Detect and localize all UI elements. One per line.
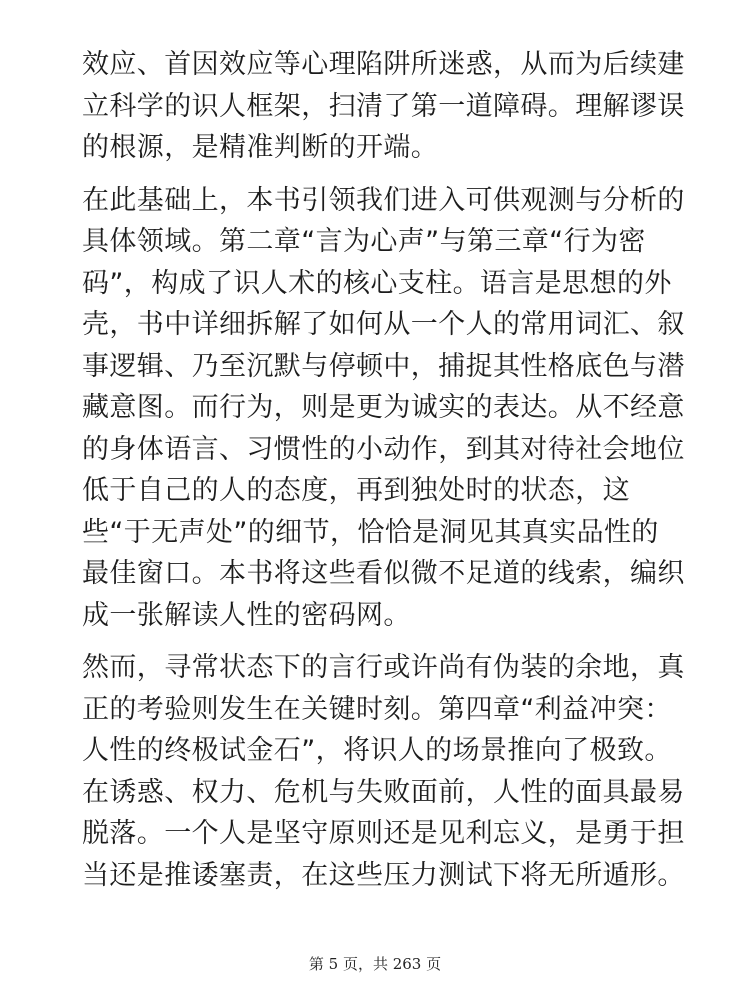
text-line: 低于自己的人的态度，再到独处时的状态，这 (82, 475, 630, 506)
text-line: 当还是推诿塞责，在这些压力测试下将无所遁形。 (82, 859, 685, 891)
paragraph (82, 647, 685, 896)
text-line: 的身体语言、习惯性的小动作，到其对待社会地位 (82, 433, 685, 465)
text-line: 的根源，是精准判断的开端。 (82, 132, 439, 163)
text-line: 些“于无声处”的细节，恰恰是洞见其真实品性的 (82, 516, 659, 548)
text-line: 正的考验则发生在关键时刻。第四章“利益冲突： (82, 693, 672, 725)
text-line: 码”，构成了识人术的核心支柱。语言是思想的外 (82, 267, 672, 299)
paragraph (82, 180, 685, 637)
body-text (82, 44, 685, 896)
text-line: 在此基础上，本书引领我们进入可供观测与分析的 (82, 184, 685, 216)
text-line: 事逻辑、乃至沉默与停顿中，捕捉其性格底色与潜 (82, 350, 685, 382)
text-line: 最佳窗口。本书将这些看似微不足道的线索，编织 (82, 558, 685, 589)
text-line: 藏意图。而行为，则是更为诚实的表达。从不经意 (82, 392, 685, 423)
text-line: 具体领域。第二章“言为心声”与第三章“行为密 (82, 226, 646, 257)
text-line: 壳，书中详细拆解了如何从一个人的常用词汇、叙 (82, 309, 685, 340)
text-line: 成一张解读人性的密码网。 (82, 599, 411, 631)
paragraph (82, 44, 685, 169)
text-line: 立科学的识人框架，扫清了第一道障碍。理解谬误 (82, 90, 685, 122)
page-number: 第 5 页，共 263 页 (308, 955, 442, 973)
text-line: 然而，寻常状态下的言行或许尚有伪装的余地，真 (82, 652, 685, 683)
text-line: 人性的终极试金石”，将识人的场景推向了极致。 (82, 735, 672, 766)
text-line: 在诱惑、权力、危机与失败面前，人性的面具最易 (82, 776, 685, 808)
text-line: 效应、首因效应等心理陷阱所迷惑，从而为后续建 (82, 49, 685, 80)
text-line: 脱落。一个人是坚守原则还是见利忘义，是勇于担 (82, 818, 685, 849)
